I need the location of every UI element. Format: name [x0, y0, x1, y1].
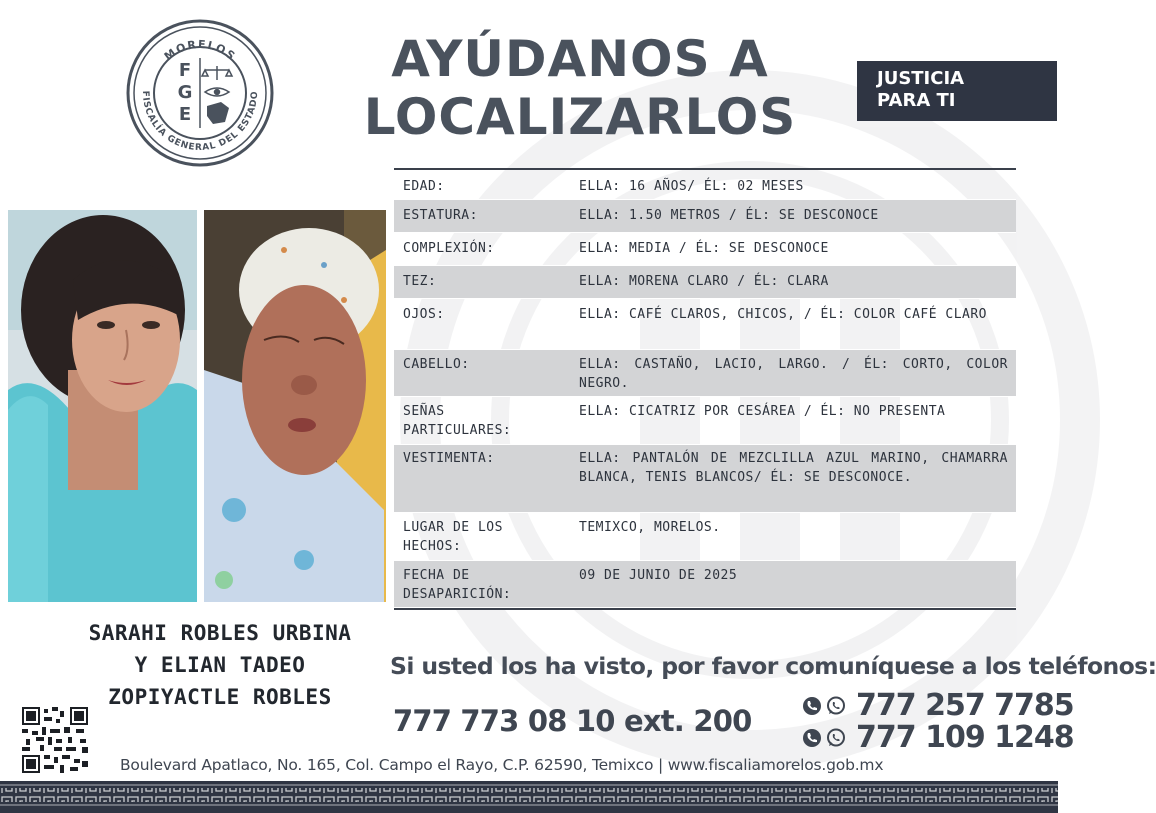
label-complexion: COMPLEXIÓN: [403, 241, 495, 256]
logo-letter-e: E [178, 104, 192, 125]
value-senas: ELLA: CICATRIZ POR CESÁREA / ÉL: NO PRESENTA [579, 404, 946, 419]
badge-line-2: PARA TI [877, 90, 956, 111]
phone-icon [802, 696, 822, 716]
value-cabello: ELLA: CASTAÑO, LACIO, LARGO. / ÉL: CORTO, COLOR NEGRO. [579, 357, 1008, 391]
logo-top-text: MORELOS [161, 37, 239, 64]
label-lugar: LUGAR DE LOS HECHOS: [403, 520, 503, 554]
logo-bottom-text: FISCALÍA GENERAL DEL ESTADO [139, 90, 261, 154]
phone-number-1: 777 257 7785 [856, 688, 1074, 723]
value-estatura: ELLA: 1.50 METROS / ÉL: SE DESCONOCE [579, 208, 879, 223]
row-lugar [394, 513, 1016, 561]
title-line-1: AYÚDANOS A [391, 30, 769, 88]
phone-icon [802, 728, 822, 748]
whatsapp-icon [826, 728, 846, 748]
name-line-1: SARAHI ROBLES URBINA [88, 621, 352, 645]
label-senas: SEÑAS PARTICULARES: [403, 404, 512, 438]
title-line-2: LOCALIZARLOS [363, 88, 797, 146]
row-senas [394, 397, 1016, 445]
row-estatura [394, 200, 1016, 233]
label-ojos: OJOS: [403, 307, 445, 322]
label-vestimenta: VESTIMENTA: [403, 451, 495, 466]
name-line-3: ZOPIYACTLE ROBLES [108, 685, 332, 709]
value-ojos: ELLA: CAFÉ CLAROS, CHICOS, / ÉL: COLOR CAFÉ CLARO [579, 307, 988, 322]
page-title [330, 30, 830, 146]
value-fecha: 09 DE JUNIO DE 2025 [579, 568, 738, 583]
value-edad: ELLA: 16 AÑOS/ ÉL: 02 MESES [579, 179, 804, 194]
label-cabello: CABELLO: [403, 357, 470, 372]
phone-line-1 [802, 688, 1074, 723]
footer-pattern-band [0, 781, 1058, 813]
missing-names [40, 617, 400, 713]
label-tez: TEZ: [403, 274, 437, 289]
row-cabello [394, 350, 1016, 397]
label-fecha: FECHA DE DESAPARICIÓN: [403, 568, 512, 602]
row-tez [394, 266, 1016, 299]
label-estatura: ESTATURA: [403, 208, 478, 223]
row-complexion [394, 233, 1016, 266]
fge-logo [125, 18, 275, 168]
value-vestimenta: ELLA: PANTALÓN DE MEZCLILLA AZUL MARINO, CHAMARRA BLANCA, TENIS BLANCOS/ ÉL: SE DESCONOCE. [579, 451, 1008, 485]
phone-line-2 [802, 720, 1074, 755]
main-phone: 777 773 08 10 ext. 200 [393, 704, 752, 738]
contact-prompt: Si usted los ha visto, por favor comuníquese a los teléfonos: [390, 652, 1156, 680]
details-table [394, 168, 1016, 610]
whatsapp-icon [826, 696, 846, 716]
logo-letter-g: G [177, 82, 193, 103]
value-complexion: ELLA: MEDIA / ÉL: SE DESCONOCE [579, 241, 829, 256]
justicia-badge [857, 61, 1057, 121]
photo-elian [204, 210, 386, 602]
row-edad [394, 170, 1016, 200]
row-fecha [394, 561, 1016, 608]
value-tez: ELLA: MORENA CLARO / ÉL: CLARA [579, 274, 829, 289]
row-ojos [394, 299, 1016, 350]
row-vestimenta [394, 445, 1016, 513]
value-lugar: TEMIXCO, MORELOS. [579, 520, 721, 535]
badge-line-1: JUSTICIA [877, 68, 965, 89]
logo-letter-f: F [178, 60, 192, 81]
address-line: Boulevard Apatlaco, No. 165, Col. Campo el Rayo, C.P. 62590, Temixco | www.fiscaliamorelos.gob.mx [120, 756, 884, 774]
name-line-2: Y ELIAN TADEO [134, 653, 306, 677]
phone-number-2: 777 109 1248 [856, 720, 1074, 755]
photo-sarahi [8, 210, 197, 602]
label-edad: EDAD: [403, 179, 445, 194]
qr-code-icon[interactable] [22, 707, 88, 773]
